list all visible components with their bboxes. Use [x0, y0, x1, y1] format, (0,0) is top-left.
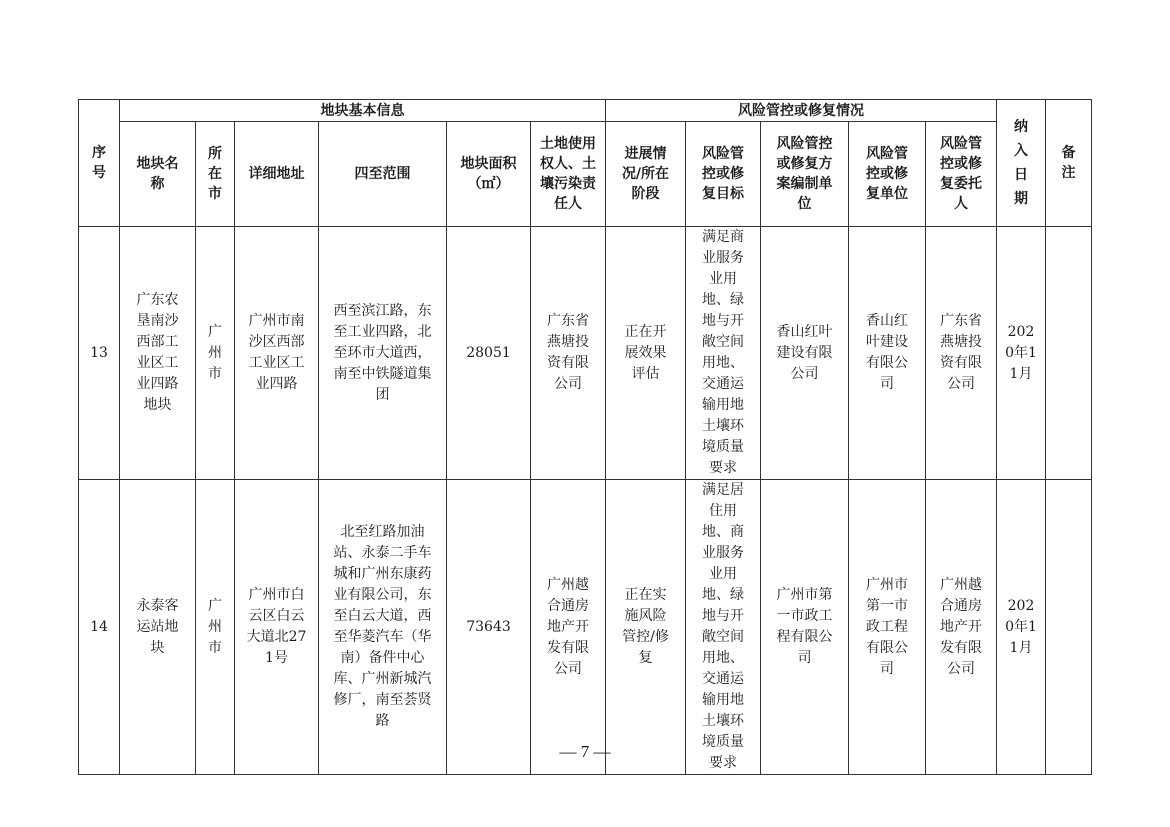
cell-area: 73643 [447, 480, 531, 775]
header-address: 详细地址 [235, 122, 319, 227]
cell-target: 满足居住用地、商业服务业用地、绿地与开敞空间用地、交通运输用地土壤环境质量要求 [686, 480, 761, 775]
header-progress: 进展情况/所在阶段 [606, 122, 686, 227]
cell-plan-unit: 广州市第一市政工程有限公司 [761, 480, 849, 775]
cell-city: 广州市 [196, 227, 235, 480]
header-exec-unit: 风险管控或修复单位 [849, 122, 926, 227]
cell-boundary: 北至红路加油站、永泰二手车城和广州东康药业有限公司，东至白云大道，西至华菱汽车（华南）备件中心库、广州新城汽修厂，南至荟贤路 [319, 480, 447, 775]
header-remarks: 备注 [1046, 100, 1092, 227]
header-client: 风险管控或修复委托人 [926, 122, 997, 227]
cell-progress: 正在实施风险管控/修复 [606, 480, 686, 775]
soil-remediation-table [78, 99, 1092, 775]
table-row [79, 227, 1092, 480]
cell-name: 永泰客运站地块 [120, 480, 196, 775]
cell-seq: 14 [79, 480, 120, 775]
header-seq: 序号 [79, 100, 120, 227]
cell-client: 广州越合通房地产开发有限公司 [926, 480, 997, 775]
header-city: 所在市 [196, 122, 235, 227]
cell-date: 2020年11月 [997, 480, 1046, 775]
cell-progress: 正在开展效果评估 [606, 227, 686, 480]
header-owner: 土地使用权人、土壤污染责任人 [531, 122, 606, 227]
cell-name: 广东农垦南沙西部工业区工业四路地块 [120, 227, 196, 480]
cell-exec-unit: 香山红叶建设有限公司 [849, 227, 926, 480]
cell-plan-unit: 香山红叶建设有限公司 [761, 227, 849, 480]
header-group-basic-info: 地块基本信息 [120, 100, 606, 122]
cell-address: 广州市南沙区西部工业区工业四路 [235, 227, 319, 480]
cell-seq: 13 [79, 227, 120, 480]
cell-area: 28051 [447, 227, 531, 480]
cell-address: 广州市白云区白云大道北271号 [235, 480, 319, 775]
cell-client: 广东省燕塘投资有限公司 [926, 227, 997, 480]
header-area: 地块面积（㎡） [447, 122, 531, 227]
table-row [79, 480, 1092, 775]
cell-owner: 广东省燕塘投资有限公司 [531, 227, 606, 480]
cell-city: 广州市 [196, 480, 235, 775]
page-number: — 7 — [559, 742, 611, 761]
header-plan-unit: 风险管控或修复方案编制单位 [761, 122, 849, 227]
cell-boundary: 西至滨江路，东至工业四路，北至环市大道西，南至中铁隧道集团 [319, 227, 447, 480]
header-date: 纳入日期 [997, 100, 1046, 227]
cell-remarks [1046, 227, 1092, 480]
header-target: 风险管控或修复目标 [686, 122, 761, 227]
cell-owner: 广州越合通房地产开发有限公司 [531, 480, 606, 775]
header-name: 地块名称 [120, 122, 196, 227]
header-group-risk-control: 风险管控或修复情况 [606, 100, 997, 122]
cell-exec-unit: 广州市第一市政工程有限公司 [849, 480, 926, 775]
cell-date: 2020年11月 [997, 227, 1046, 480]
header-boundary: 四至范围 [319, 122, 447, 227]
cell-target: 满足商业服务业用地、绿地与开敞空间用地、交通运输用地土壤环境质量要求 [686, 227, 761, 480]
cell-remarks [1046, 480, 1092, 775]
